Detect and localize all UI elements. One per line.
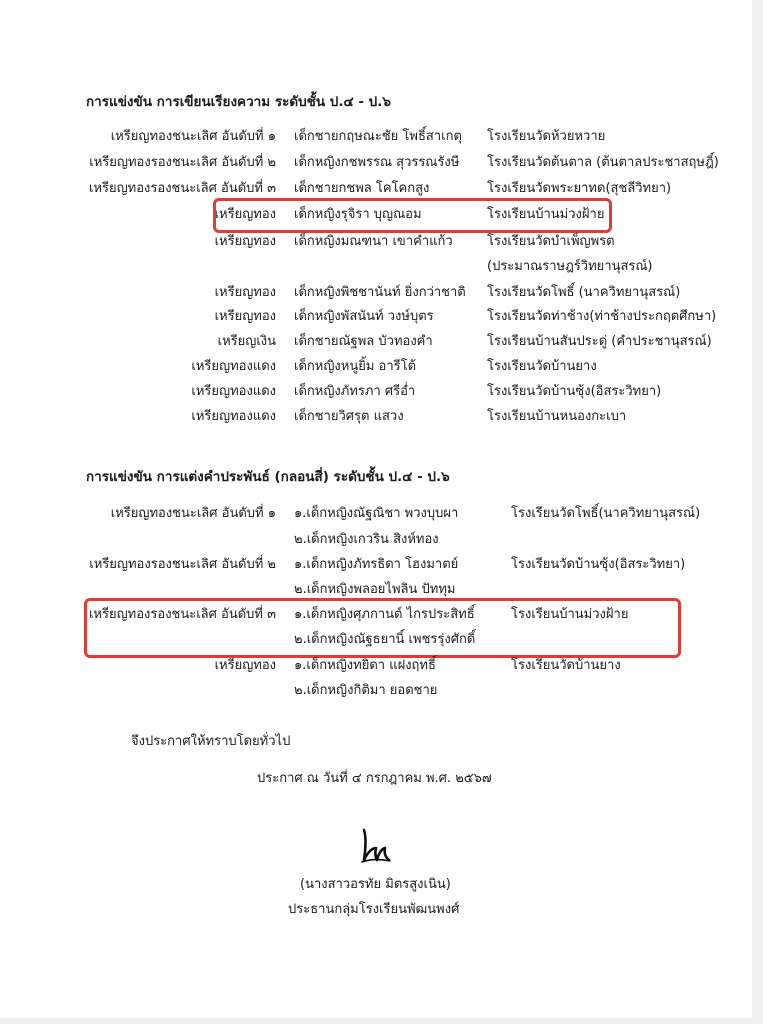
section1-row7-school: โรงเรียนวัดท่าช้าง(ท่าช้างประกฤตศึกษา) xyxy=(487,309,717,324)
section1-row4-name: เด็กหญิงรุจิรา บุญณอม xyxy=(294,207,422,222)
section1-row2-name: เด็กหญิงกชพรรณ สุวรรณรังษี xyxy=(294,155,460,170)
section1-row3-school: โรงเรียนวัดพระยาทด(สุชลีวิทยา) xyxy=(487,181,672,196)
section1-row10-award: เหรียญทองแดง xyxy=(191,384,276,399)
signature-image xyxy=(356,826,396,866)
section1-row2-award: เหรียญทองรองชนะเลิศ อันดับที่ ๒ xyxy=(89,155,276,170)
section2-row2-name2: ๒.เด็กหญิงพลอยไพลิน ปัททุม xyxy=(294,582,456,597)
section1-row11-name: เด็กชายวิศรุต แสวง xyxy=(294,409,404,424)
section1-row7-award: เหรียญทอง xyxy=(214,309,276,324)
section2-row4-name: ๑.เด็กหญิงทยิดา แฝงฤทธิ์ xyxy=(294,658,436,673)
signer-name: (นางสาวอรทัย มิตรสูงเนิน) xyxy=(300,877,451,892)
section1-row1-name: เด็กชายกฤษณะชัย โพธิ์สาเกตุ xyxy=(294,129,462,144)
section1-row5-name: เด็กหญิงมณฑนา เขาคำแก้ว xyxy=(294,234,453,249)
section1-row6-name: เด็กหญิงพิชชานันท์ ยิ่งกว่าชาติ xyxy=(294,285,466,300)
section1-row11-school: โรงเรียนบ้านหนองกะเบา xyxy=(487,409,627,424)
section2-row4-name2: ๒.เด็กหญิงกิติมา ยอดชาย xyxy=(294,683,438,698)
section1-row8-school: โรงเรียนบ้านสันประดู่ (คำประชานุสรณ์) xyxy=(487,334,712,349)
section1-row5-award: เหรียญทอง xyxy=(214,234,276,249)
section2-row4-school: โรงเรียนวัดบ้านยาง xyxy=(511,658,621,673)
highlight-box-section2 xyxy=(84,598,681,658)
section2-row4-award: เหรียญทอง xyxy=(214,658,276,673)
section1-row3-award: เหรียญทองรองชนะเลิศ อันดับที่ ๓ xyxy=(88,181,276,196)
section2-row3-award: เหรียญทองรองชนะเลิศ อันดับที่ ๓ xyxy=(88,607,276,622)
highlight-box-section1 xyxy=(213,198,612,233)
section2-row2-award: เหรียญทองรองชนะเลิศ อันดับที่ ๒ xyxy=(89,557,276,572)
section1-row11-award: เหรียญทองแดง xyxy=(191,409,276,424)
section1-row9-award: เหรียญทองแดง xyxy=(191,359,276,374)
section1-row6-award: เหรียญทอง xyxy=(214,285,276,300)
page-edge-right xyxy=(752,0,763,1024)
section2-row1-name2: ๒.เด็กหญิงเกวริน สิงห์ทอง xyxy=(294,532,439,547)
section1-row10-school: โรงเรียนวัดบ้านซุ้ง(อิสระวิทยา) xyxy=(487,384,662,399)
section1-heading: การแข่งขัน การเขียนเรียงความ ระดับชั้น ป.๔ - ป.๖ xyxy=(86,94,391,110)
page-edge-bottom xyxy=(0,1018,763,1024)
section1-row8-name: เด็กชายณัฐพล บัวทองคำ xyxy=(294,334,433,349)
section1-row3-name: เด็กชายกชพล โคโคกสูง xyxy=(294,181,430,196)
announcement-text: จึงประกาศให้ทราบโดยทั่วไป xyxy=(131,734,291,749)
section2-row3-name: ๑.เด็กหญิงศุภกานต์ ไกรประสิทธิ์ xyxy=(294,607,475,622)
section1-row4-award: เหรียญทอง xyxy=(214,207,276,222)
section1-row10-name: เด็กหญิงภัทรภา ศรีอ่ำ xyxy=(294,384,416,399)
section1-row8-award: เหรียญเงิน xyxy=(217,334,276,349)
section2-row1-school: โรงเรียนวัดโพธิ์(นาควิทยานุสรณ์) xyxy=(511,506,701,521)
announcement-date: ประกาศ ณ วันที่ ๔ กรกฎาคม พ.ศ. ๒๕๖๗ xyxy=(257,771,492,786)
section1-row1-school: โรงเรียนวัดห้วยหวาย xyxy=(487,129,606,144)
section1-row2-school: โรงเรียนวัดต้นตาล (ต้นตาลประชาสฤษฎิ์) xyxy=(487,155,719,170)
section1-row5-school: โรงเรียนวัดบำเพ็ญพรต xyxy=(487,234,615,249)
section1-row5-school-continued: (ประมาณราษฎร์วิทยานุสรณ์) xyxy=(487,259,653,274)
section1-row7-name: เด็กหญิงพัสนันท์ วงษ์บุตร xyxy=(294,309,434,324)
section2-row1-award: เหรียญทองชนะเลิศ อันดับที่ ๑ xyxy=(110,506,276,521)
section1-row1-award: เหรียญทองชนะเลิศ อันดับที่ ๑ xyxy=(110,129,276,144)
section1-row4-school: โรงเรียนบ้านม่วงฝ้าย xyxy=(487,207,605,222)
section2-row3-school: โรงเรียนบ้านม่วงฝ้าย xyxy=(511,607,629,622)
section1-row9-name: เด็กหญิงหนูยิ้ม อารีโต้ xyxy=(294,359,417,374)
section2-row2-school: โรงเรียนวัดบ้านซุ้ง(อิสระวิทยา) xyxy=(511,557,686,572)
section2-row2-name: ๑.เด็กหญิงภัทรธิดา โฮงมาตย์ xyxy=(294,557,459,572)
section2-heading: การแข่งขัน การแต่งคำประพันธ์ (กลอนสี่) ระดับชั้น ป.๔ - ป.๖ xyxy=(86,469,450,485)
signer-title: ประธานกลุ่มโรงเรียนพัฒนพงศ์ xyxy=(288,902,460,917)
section2-row3-name2: ๒.เด็กหญิงณัฐธยานิ์ เพชรรุ่งศักดิ์ xyxy=(294,632,476,647)
section1-row9-school: โรงเรียนวัดบ้านยาง xyxy=(487,359,597,374)
section1-row6-school: โรงเรียนวัดโพธิ์ (นาควิทยานุสรณ์) xyxy=(487,285,681,300)
section2-row1-name: ๑.เด็กหญิงณัฐณิชา พวงบุบผา xyxy=(294,506,459,521)
